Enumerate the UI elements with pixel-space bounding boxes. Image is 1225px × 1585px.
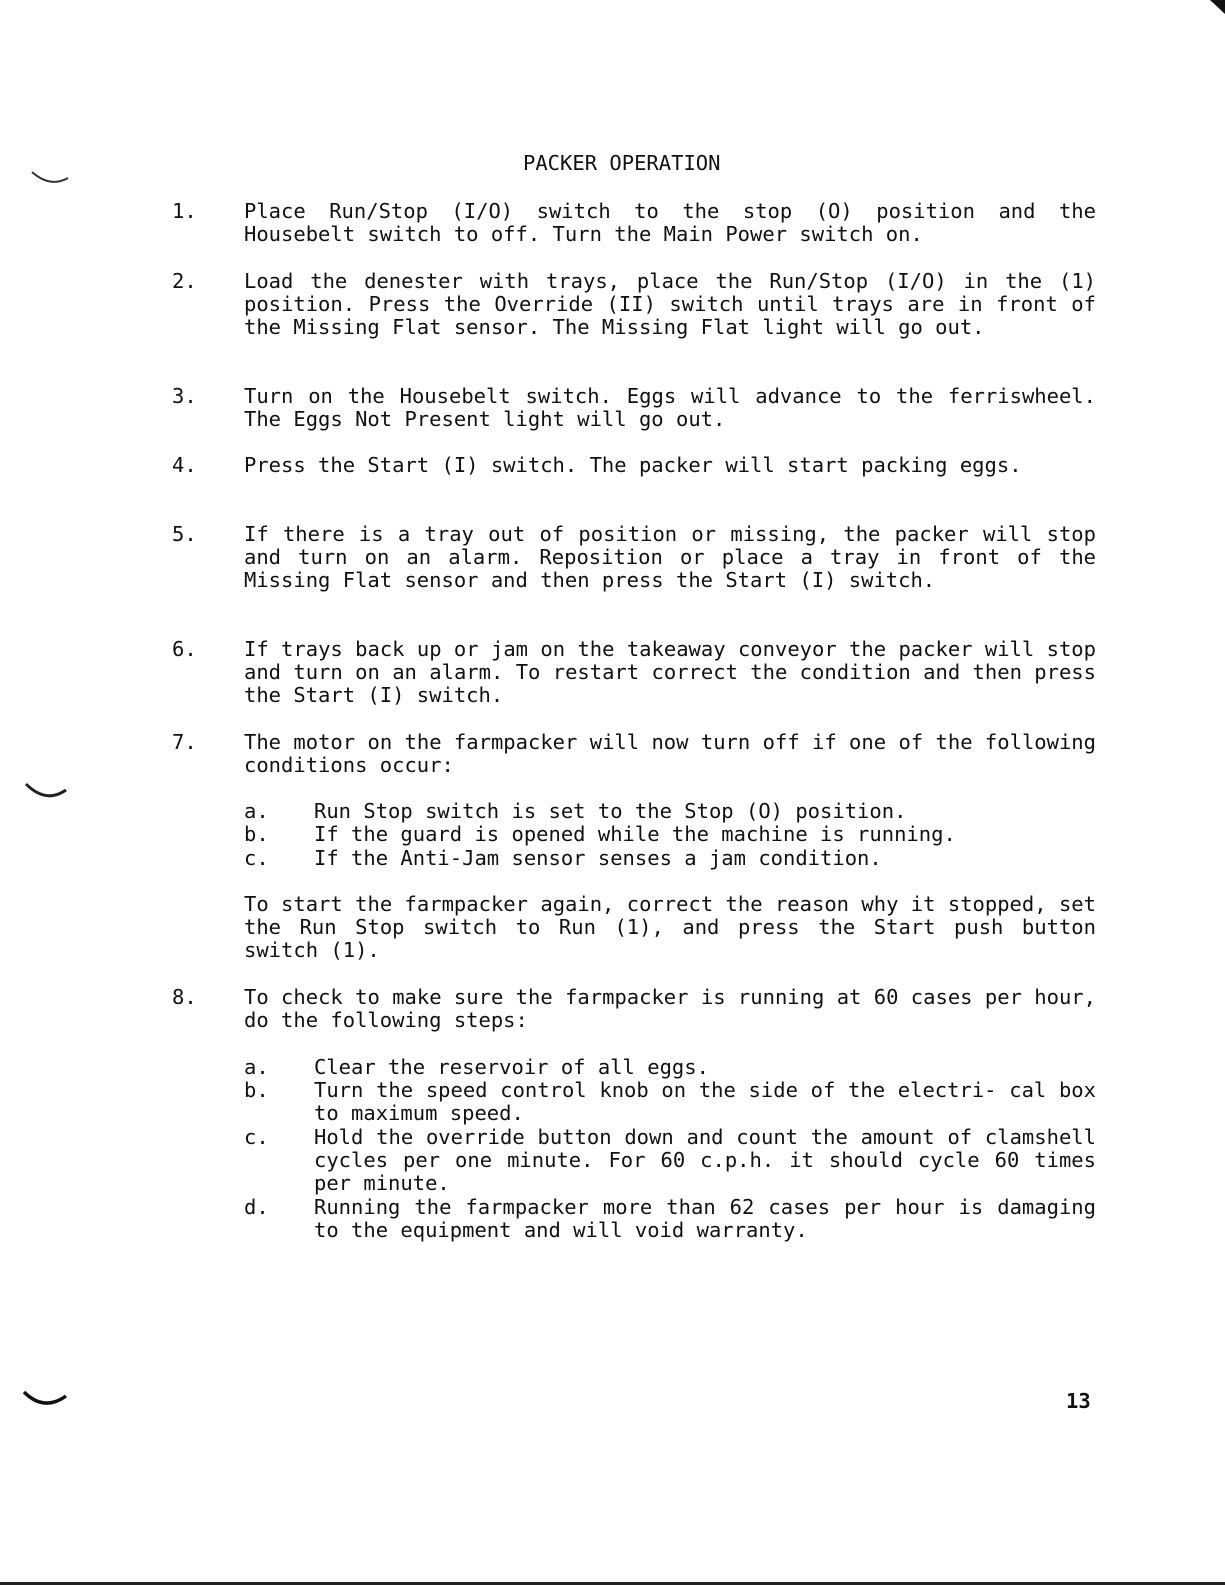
subitem-letter: d. — [244, 1195, 269, 1219]
subitem-text: If the Anti-Jam sensor senses a jam condition. — [314, 846, 882, 870]
subitem-letter: a. — [244, 1055, 269, 1079]
subitem-text: Hold the override button down and count the amount of clamshell cycles per one minute. For 60 c.p.h. it should cycle 60 times per minute. — [314, 1125, 1096, 1195]
step-number: 8. — [172, 985, 197, 1009]
subitem-text: If the guard is opened while the machine is running. — [314, 822, 956, 846]
step-number: 5. — [172, 522, 197, 546]
binder-hole-mark-top — [30, 168, 70, 188]
step-text: If trays back up or jam on the takeaway conveyor the packer will stop and turn on an alarm. To restart correct the condition and then press the Start (I) switch. — [244, 637, 1096, 707]
corner-mark — [1210, 0, 1225, 14]
step-text: If there is a tray out of position or missing, the packer will stop and turn on an alarm. Reposition or place a tray in front of the Missing Flat sensor and then press the Start (I) switch. — [244, 522, 1096, 592]
step-text: Load the denester with trays, place the Run/Stop (I/O) in the (1) position. Press the Override (II) switch until trays are in front of the Missing Flat sensor. The Missing Flat light will go out. — [244, 269, 1096, 339]
step-text: Turn on the Housebelt switch. Eggs will advance to the ferriswheel. The Eggs Not Present light will go out. — [244, 384, 1096, 431]
step-number: 2. — [172, 269, 197, 293]
subitem-text: Turn the speed control knob on the side of the electri- cal box to maximum speed. — [314, 1078, 1096, 1125]
followup-text: To start the farmpacker again, correct the reason why it stopped, set the Run Stop switch to Run (1), and press the Start push button switch (1). — [244, 892, 1096, 962]
step-number: 3. — [172, 384, 197, 408]
step-text: Press the Start (I) switch. The packer will start packing eggs. — [244, 453, 1022, 477]
binder-hole-mark-middle — [24, 780, 68, 804]
step-number: 6. — [172, 637, 197, 661]
subitem-letter: a. — [244, 799, 269, 823]
binder-hole-mark-bottom — [22, 1388, 68, 1412]
page-title: PACKER OPERATION — [523, 151, 721, 175]
page-number: 13 — [1066, 1389, 1091, 1413]
subitem-text: Run Stop switch is set to the Stop (O) position. — [314, 799, 907, 823]
subitem-text: Clear the reservoir of all eggs. — [314, 1055, 709, 1079]
step-text: The motor on the farmpacker will now turn off if one of the following conditions occur: — [244, 730, 1096, 777]
subitem-letter: b. — [244, 1078, 269, 1102]
subitem-letter: c. — [244, 1125, 269, 1149]
step-number: 7. — [172, 730, 197, 754]
subitem-letter: c. — [244, 846, 269, 870]
step-number: 1. — [172, 199, 197, 223]
subitem-text: Running the farmpacker more than 62 cases per hour is damaging to the equipment and will void warranty. — [314, 1195, 1096, 1242]
step-number: 4. — [172, 453, 197, 477]
step-text: To check to make sure the farmpacker is running at 60 cases per hour, do the following steps: — [244, 985, 1096, 1032]
step-text: Place Run/Stop (I/O) switch to the stop (O) position and the Housebelt switch to off. Turn the Main Power switch on. — [244, 199, 1096, 246]
subitem-letter: b. — [244, 822, 269, 846]
